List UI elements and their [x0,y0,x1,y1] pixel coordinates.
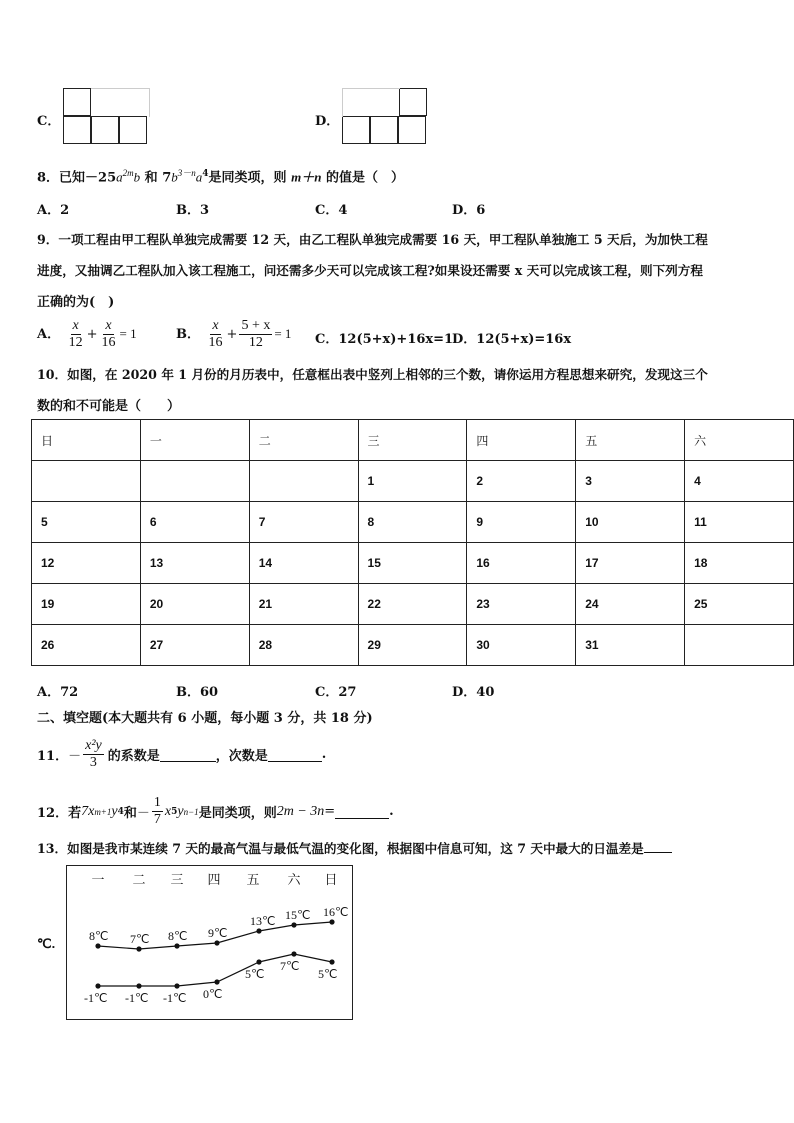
calendar-cell: 22 [358,584,467,625]
calendar-cell: 23 [467,584,576,625]
q8-option-d: D．6 [452,203,486,218]
question-13: 13．如图是我市某连续 7 天的最高气温与最低气温的变化图，根据图中信息可知，这 7 天中最大的日温差是 [37,838,672,857]
question-11: 11． － $\frac{\text{x²y}}{3}$ 的系数是 ，次数是 . [37,738,327,770]
low-temp-data-label: 5℃ [318,967,338,981]
q7-option-d-label: D． [315,114,340,129]
question-9-line-1: 9．一项工程由甲工程队单独完成需要 12 天，由乙工程队单独完成需要 16 天，甲工程队单独施工 5 天后，为加快工程 [37,232,708,247]
high-temp-data-label: 16℃ [323,905,349,919]
calendar-header-cell: 日 [32,420,141,461]
day-label: 六 [287,873,301,888]
calendar-cell: 28 [249,625,358,666]
calendar-cell: 2 [467,461,576,502]
low-temp-data-label: 5℃ [245,967,265,981]
question-9-line-3: 正确的为( ) [37,295,115,310]
temperature-chart-svg [67,866,352,1019]
calendar-cell: 21 [249,584,358,625]
high-temp-point [95,943,100,948]
high-temp-point [174,943,179,948]
high-temp-point [214,940,219,945]
calendar-cell: 18 [685,543,794,584]
calendar-cell: 29 [358,625,467,666]
calendar-cell: 26 [32,625,141,666]
chart-unit-label: ℃. [37,936,56,951]
calendar-cell: 16 [467,543,576,584]
q9-option-c: C．12(5+x)+16x=1 [315,332,454,347]
question-12: 12．若 7x m+1 y 4 和 － $\frac{1}{7}$ x 5 y n−1 是同类项，则 2m − 3n = . [37,795,394,827]
calendar-cell: 3 [576,461,685,502]
calendar-cell: 13 [140,543,249,584]
low-temp-point [291,951,296,956]
low-temp-data-label: 0℃ [203,987,223,1001]
q10-option-b: B．60 [176,685,219,700]
calendar-cell: 4 [685,461,794,502]
calendar-cell [32,461,141,502]
question-10-line-1: 10．如图，在 2020 年 1 月份的月历表中，任意框出表中竖列上相邻的三个数，请你运用方程思想来研究，发现这三个 [37,367,708,382]
calendar-row [32,461,794,502]
calendar-cell [249,461,358,502]
q9-option-a: A． $\frac{x}{12}$ + $\frac{x}{16}$ = 1 [37,318,137,350]
q7-option-c-label: C． [37,114,61,129]
q8-option-a: A．2 [37,203,70,218]
calendar-cell: 31 [576,625,685,666]
calendar-header-cell: 五 [576,420,685,461]
high-temp-point [329,919,334,924]
low-temp-point [329,959,334,964]
high-temp-data-label: 9℃ [208,926,228,940]
day-label: 三 [170,873,184,888]
calendar-cell [140,461,249,502]
calendar-cell: 25 [685,584,794,625]
calendar-cell: 20 [140,584,249,625]
calendar-header-cell: 六 [685,420,794,461]
high-temp-data-label: 13℃ [250,914,276,928]
q10-option-a: A．72 [37,685,79,700]
q10-option-d: D．40 [452,685,495,700]
calendar-cell: 10 [576,502,685,543]
question-8: 8．已知$-25a^{2m}b$ 和 $7b^{3-n}a^4$是同类项，则 m＋n 的值是（ ） [37,168,404,186]
calendar-table [31,419,794,666]
low-temp-data-label: -1℃ [125,991,149,1005]
calendar-header-row [32,420,794,461]
high-temp-point [136,946,141,951]
calendar-cell: 14 [249,543,358,584]
high-temp-data-label: 8℃ [168,929,188,943]
q8-option-c: C．4 [315,203,348,218]
low-temp-point [214,979,219,984]
q11-blank-2[interactable] [268,747,322,762]
q12-blank[interactable] [335,804,389,819]
calendar-cell: 19 [32,584,141,625]
calendar-header-cell: 三 [358,420,467,461]
high-temp-point [291,922,296,927]
high-temp-point [256,928,261,933]
calendar-cell: 6 [140,502,249,543]
q10-option-c: C．27 [315,685,357,700]
q11-blank-1[interactable] [160,747,216,762]
low-temp-data-label: -1℃ [84,991,108,1005]
q13-blank[interactable] [644,840,672,853]
calendar-cell: 17 [576,543,685,584]
calendar-header-cell: 四 [467,420,576,461]
calendar-row [32,502,794,543]
high-temp-data-label: 15℃ [285,908,311,922]
low-temp-point [256,959,261,964]
calendar-cell: 8 [358,502,467,543]
high-temp-data-label: 7℃ [130,932,150,946]
low-temp-data-label: 7℃ [280,959,300,973]
day-label: 二 [132,873,146,888]
low-temp-data-label: -1℃ [163,991,187,1005]
calendar-row [32,584,794,625]
q8-option-b: B．3 [176,203,210,218]
day-label: 四 [207,873,221,888]
high-temp-data-label: 8℃ [89,929,109,943]
calendar-cell: 7 [249,502,358,543]
q9-option-d: D．12(5+x)=16x [452,332,572,347]
calendar-cell: 1 [358,461,467,502]
calendar-header-cell: 二 [249,420,358,461]
low-temp-point [174,983,179,988]
q9-option-b: B． $\frac{x}{16}$ + $\frac{5 + x}{12}$ = 1 [176,318,292,350]
low-temp-point [136,983,141,988]
calendar-cell: 11 [685,502,794,543]
day-label: 一 [91,873,105,888]
day-label: 五 [246,873,260,888]
calendar-cell: 27 [140,625,249,666]
low-temp-point [95,983,100,988]
day-label: 日 [324,873,338,888]
calendar-cell [685,625,794,666]
calendar-cell: 5 [32,502,141,543]
calendar-cell: 15 [358,543,467,584]
calendar-row [32,543,794,584]
calendar-row [32,625,794,666]
calendar-cell: 24 [576,584,685,625]
calendar-cell: 30 [467,625,576,666]
section-2-heading: 二、填空题(本大题共有 6 小题，每小题 3 分，共 18 分) [37,711,373,726]
calendar-cell: 12 [32,543,141,584]
question-10-line-2: 数的和不可能是（ ） [37,399,181,414]
calendar-cell: 9 [467,502,576,543]
calendar-header-cell: 一 [140,420,249,461]
question-9-line-2: 进度，又抽调乙工程队加入该工程施工，问还需多少天可以完成该工程?如果设还需要 x 天可以完成该工程，则下列方程 [37,263,703,278]
temperature-chart [66,865,353,1020]
